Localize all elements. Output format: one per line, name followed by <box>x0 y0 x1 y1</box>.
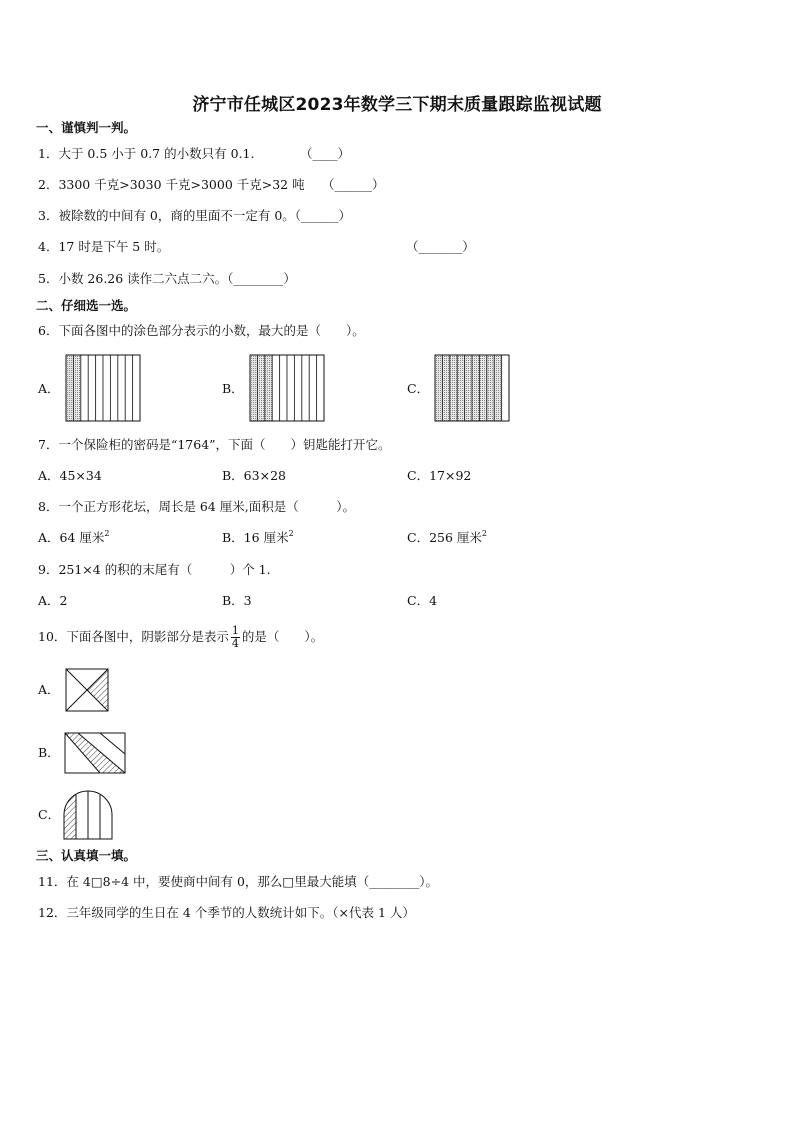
q8-option-b-text: B．16 厘米 <box>222 530 289 545</box>
q9-option-a[interactable]: A．2 <box>38 593 68 608</box>
q10-option-c-label[interactable]: C． <box>38 807 61 822</box>
question-12: 12．三年级同学的生日在 4 个季节的人数统计如下。（×代表 1 人） <box>38 905 415 920</box>
question-11: 11．在 4□8÷4 中，要使商中间有 0，那么□里最大能填（________）。 <box>38 874 438 889</box>
q6-option-a-figure[interactable] <box>65 354 141 422</box>
q10-option-b-label[interactable]: B． <box>38 745 60 760</box>
q10-text-post: 的是（ ）。 <box>241 629 324 644</box>
question-3: 3．被除数的中间有 0，商的里面不一定有 0。（______） <box>38 208 352 223</box>
q8-option-b[interactable] <box>222 530 294 546</box>
question-4-blank[interactable]: （_______） <box>406 239 475 254</box>
question-9: 9．251×4 的积的末尾有（ ）个 1. <box>38 562 271 577</box>
q8-option-a-sup: 2 <box>104 529 110 538</box>
shaded-region <box>250 355 272 421</box>
question-1: 1．大于 0.5 小于 0.7 的小数只有 0.1. <box>38 146 255 161</box>
q10-option-b-figure[interactable] <box>64 732 126 774</box>
question-2-blank[interactable]: （______） <box>322 177 385 192</box>
q7-option-c[interactable]: C．17×92 <box>407 468 472 483</box>
q10-option-c-figure[interactable] <box>63 790 115 840</box>
q6-option-c-label[interactable]: C． <box>407 381 430 396</box>
section-2-heading: 二、仔细选一选。 <box>36 298 137 313</box>
q7-option-a[interactable]: A．45×34 <box>38 468 102 483</box>
q6-option-b-figure[interactable] <box>249 354 325 422</box>
question-10 <box>38 620 323 654</box>
q10-fraction-denominator: 4 <box>231 637 239 650</box>
q10-text-pre: 10．下面各图中，阴影部分是表示 <box>38 629 229 644</box>
q8-option-c-text: C．256 厘米 <box>407 530 482 545</box>
question-7: 7．一个保险柜的密码是“1764”，下面（ ）钥匙能打开它。 <box>38 437 391 452</box>
question-5: 5．小数 26.26 读作二六点二六。（________） <box>38 271 296 286</box>
q10-fraction <box>231 625 240 650</box>
q10-option-a-figure[interactable] <box>65 668 109 712</box>
shaded-region <box>435 355 502 421</box>
section-1-heading: 一、谨慎判一判。 <box>36 120 137 135</box>
q9-option-c[interactable]: C．4 <box>407 593 438 608</box>
q8-option-a[interactable] <box>38 530 110 546</box>
question-2: 2．3300 千克>3030 千克>3000 千克>32 吨 <box>38 177 305 192</box>
q8-option-c-sup: 2 <box>481 529 487 538</box>
q8-option-c[interactable] <box>407 530 487 546</box>
question-4: 4．17 时是下午 5 时。 <box>38 239 170 254</box>
q9-option-b[interactable]: B．3 <box>222 593 252 608</box>
question-1-blank[interactable]: （____） <box>300 146 351 161</box>
q6-option-a-label[interactable]: A． <box>38 381 60 396</box>
q6-option-b-label[interactable]: B． <box>222 381 244 396</box>
q10-fraction-numerator: 1 <box>231 624 239 637</box>
question-8: 8．一个正方形花坛，周长是 64 厘米,面积是（ ）。 <box>38 499 356 514</box>
page-title: 济宁市任城区2023年数学三下期末质量跟踪监视试题 <box>192 95 602 115</box>
q7-option-b[interactable]: B．63×28 <box>222 468 286 483</box>
q10-option-a-label[interactable]: A． <box>38 682 60 697</box>
question-6: 6．下面各图中的涂色部分表示的小数，最大的是（ ）。 <box>38 323 365 338</box>
q8-option-b-sup: 2 <box>288 529 294 538</box>
q8-option-a-text: A．64 厘米 <box>38 530 105 545</box>
section-3-heading: 三、认真填一填。 <box>36 848 137 863</box>
q6-option-c-figure[interactable] <box>434 354 510 422</box>
